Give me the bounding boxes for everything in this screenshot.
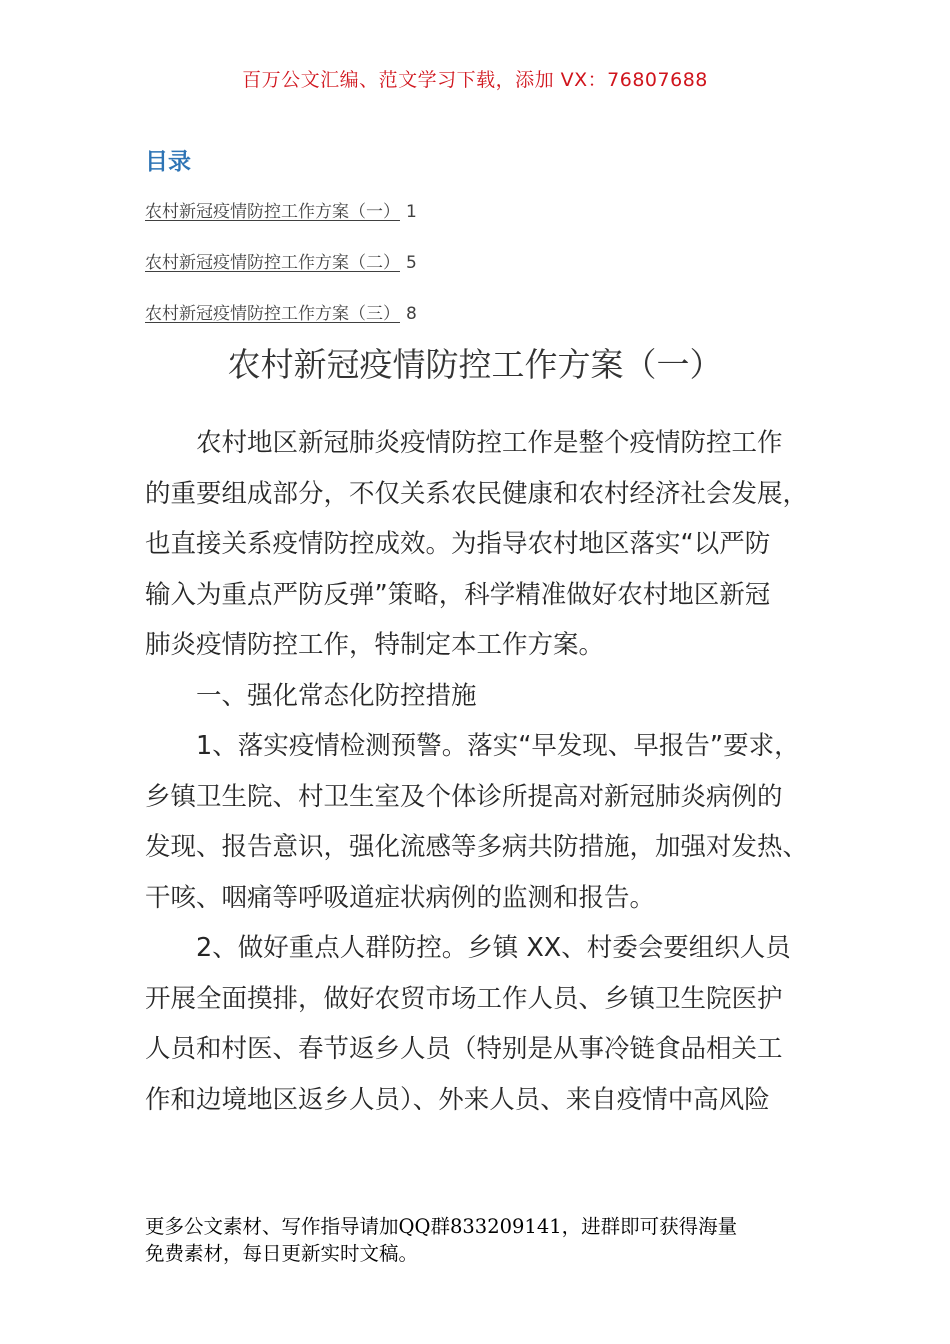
- toc-item-2: [145, 249, 805, 300]
- body-line: 输入为重点严防反弹”策略，科学精准做好农村地区新冠: [145, 579, 771, 610]
- body-line: 开展全面摸排，做好农贸市场工作人员、乡镇卫生院医护: [145, 983, 783, 1014]
- body-line: 作和边境地区返乡人员）、外来人员、来自疫情中高风险: [145, 1084, 770, 1115]
- document-title: 农村新冠疫情防控工作方案（一）: [227, 345, 723, 384]
- toc-link-1[interactable]: 农村新冠疫情防控工作方案（一）: [145, 202, 400, 222]
- body-line: 干咳、咽痛等呼吸道症状病例的监测和报告。: [145, 882, 656, 913]
- toc-page-number-1: 1: [406, 202, 417, 222]
- header-banner: 百万公文汇编、范文学习下载，添加 VX：76807688: [242, 69, 708, 91]
- body-line: 2、做好重点人群防控。乡镇 XX、村委会要组织人员: [145, 933, 791, 963]
- section-heading-1: 一、强化常态化防控措施: [145, 680, 477, 711]
- toc-page-number-2: 5: [406, 253, 417, 273]
- body-line: 也直接关系疫情防控成效。为指导农村地区落实“以严防: [145, 529, 771, 559]
- toc-link-2[interactable]: 农村新冠疫情防控工作方案（二）: [145, 253, 400, 273]
- toc-link-3[interactable]: 农村新冠疫情防控工作方案（三）: [145, 304, 400, 324]
- body-line: 的重要组成部分，不仅关系农民健康和农村经济社会发展，: [145, 478, 809, 509]
- toc-heading: 目录: [145, 149, 191, 175]
- toc-page-number-3: 8: [406, 304, 417, 324]
- toc-item-1: [145, 198, 805, 249]
- body-line: 乡镇卫生院、村卫生室及个体诊所提高对新冠肺炎病例的: [145, 781, 783, 812]
- body-line: 人员和村医、春节返乡人员（特别是从事冷链食品相关工: [145, 1034, 783, 1064]
- body-line: 发现、报告意识，强化流感等多病共防措施，加强对发热、: [145, 832, 809, 862]
- document-body: [145, 418, 835, 1125]
- footer-line: 更多公文素材、写作指导请加QQ群833209141，进群即可获得海量: [145, 1215, 738, 1238]
- body-line: 1、落实疫情检测预警。落实“早发现、早报告”要求，: [145, 731, 800, 761]
- footer-note: [145, 1213, 835, 1267]
- footer-line: 免费素材，每日更新实时文稿。: [145, 1242, 419, 1265]
- body-line: 农村地区新冠肺炎疫情防控工作是整个疫情防控工作: [145, 428, 783, 458]
- body-line: 肺炎疫情防控工作，特制定本工作方案。: [145, 630, 605, 660]
- table-of-contents: [145, 198, 805, 351]
